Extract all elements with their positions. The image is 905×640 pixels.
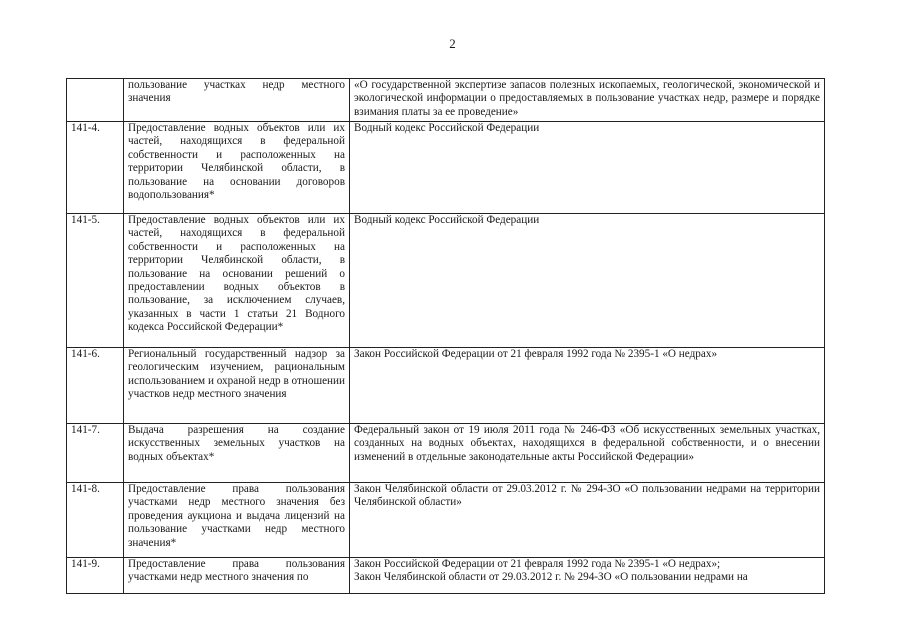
row-number xyxy=(67,79,124,122)
table-row xyxy=(67,424,825,483)
table-row xyxy=(67,79,825,122)
law-cell: Закон Челябинской области от 29.03.2012 г. № 294-ЗО «О пользовании недрами на территории Челябинской области» xyxy=(350,483,825,558)
service-cell: Предоставление водных объектов или их частей, находящихся в федеральной собственности и расположенных на территории Челябинской области, в пользование на основании решений о предоставлении водных объектов в пользование, за исключением случаев, указанных в части 1 статьи 21 Водного кодекса Российской Федерации* xyxy=(124,214,350,348)
service-cell: Предоставление водных объектов или их частей, находящихся в федеральной собственности и расположенных на территории Челябинской области, в пользование на основании договоров водопользования* xyxy=(124,122,350,214)
service-cell: Предоставление права пользования участками недр местного значения без проведения аукциона и выдача лицензий на пользование участками недр местного значения* xyxy=(124,483,350,558)
law-cell: Закон Российской Федерации от 21 февраля 1992 года № 2395-1 «О недрах» xyxy=(350,348,825,424)
law-line: Закон Российской Федерации от 21 февраля 1992 года № 2395-1 «О недрах»; xyxy=(354,558,721,570)
table-row xyxy=(67,122,825,214)
law-line: Закон Челябинской области от 29.03.2012 г. № 294-ЗО «О пользовании недрами на xyxy=(354,571,748,584)
row-number: 141-5. xyxy=(67,214,124,348)
table-row xyxy=(67,483,825,558)
page-number: 2 xyxy=(449,36,456,51)
law-cell xyxy=(350,558,825,594)
service-cell: пользование участках недр местного значения xyxy=(124,79,350,122)
law-cell: Водный кодекс Российской Федерации xyxy=(350,122,825,214)
row-number: 141-7. xyxy=(67,424,124,483)
row-number: 141-4. xyxy=(67,122,124,214)
service-cell: Региональный государственный надзор за геологическим изучением, рациональным использованием и охраной недр в отношении участков недр местного значения xyxy=(124,348,350,424)
table-row xyxy=(67,348,825,424)
service-cell: Предоставление права пользования участками недр местного значения по xyxy=(124,558,350,594)
services-table xyxy=(66,78,825,594)
table-row xyxy=(67,558,825,594)
law-cell: Федеральный закон от 19 июля 2011 года № 246-ФЗ «Об искусственных земельных участках, созданных на водных объектах, находящихся в федеральной собственности, и о внесении изменений в отдельные законодательные акты Российской Федерации» xyxy=(350,424,825,483)
row-number: 141-9. xyxy=(67,558,124,594)
law-cell: «О государственной экспертизе запасов полезных ископаемых, геологической, экономической и экологической информации о предоставляемых в пользование участках недр, размере и порядке взимания платы за ее проведение» xyxy=(350,79,825,122)
row-number: 141-6. xyxy=(67,348,124,424)
service-cell: Выдача разрешения на создание искусственных земельных участков на водных объектах* xyxy=(124,424,350,483)
row-number: 141-8. xyxy=(67,483,124,558)
law-cell: Водный кодекс Российской Федерации xyxy=(350,214,825,348)
table-row xyxy=(67,214,825,348)
